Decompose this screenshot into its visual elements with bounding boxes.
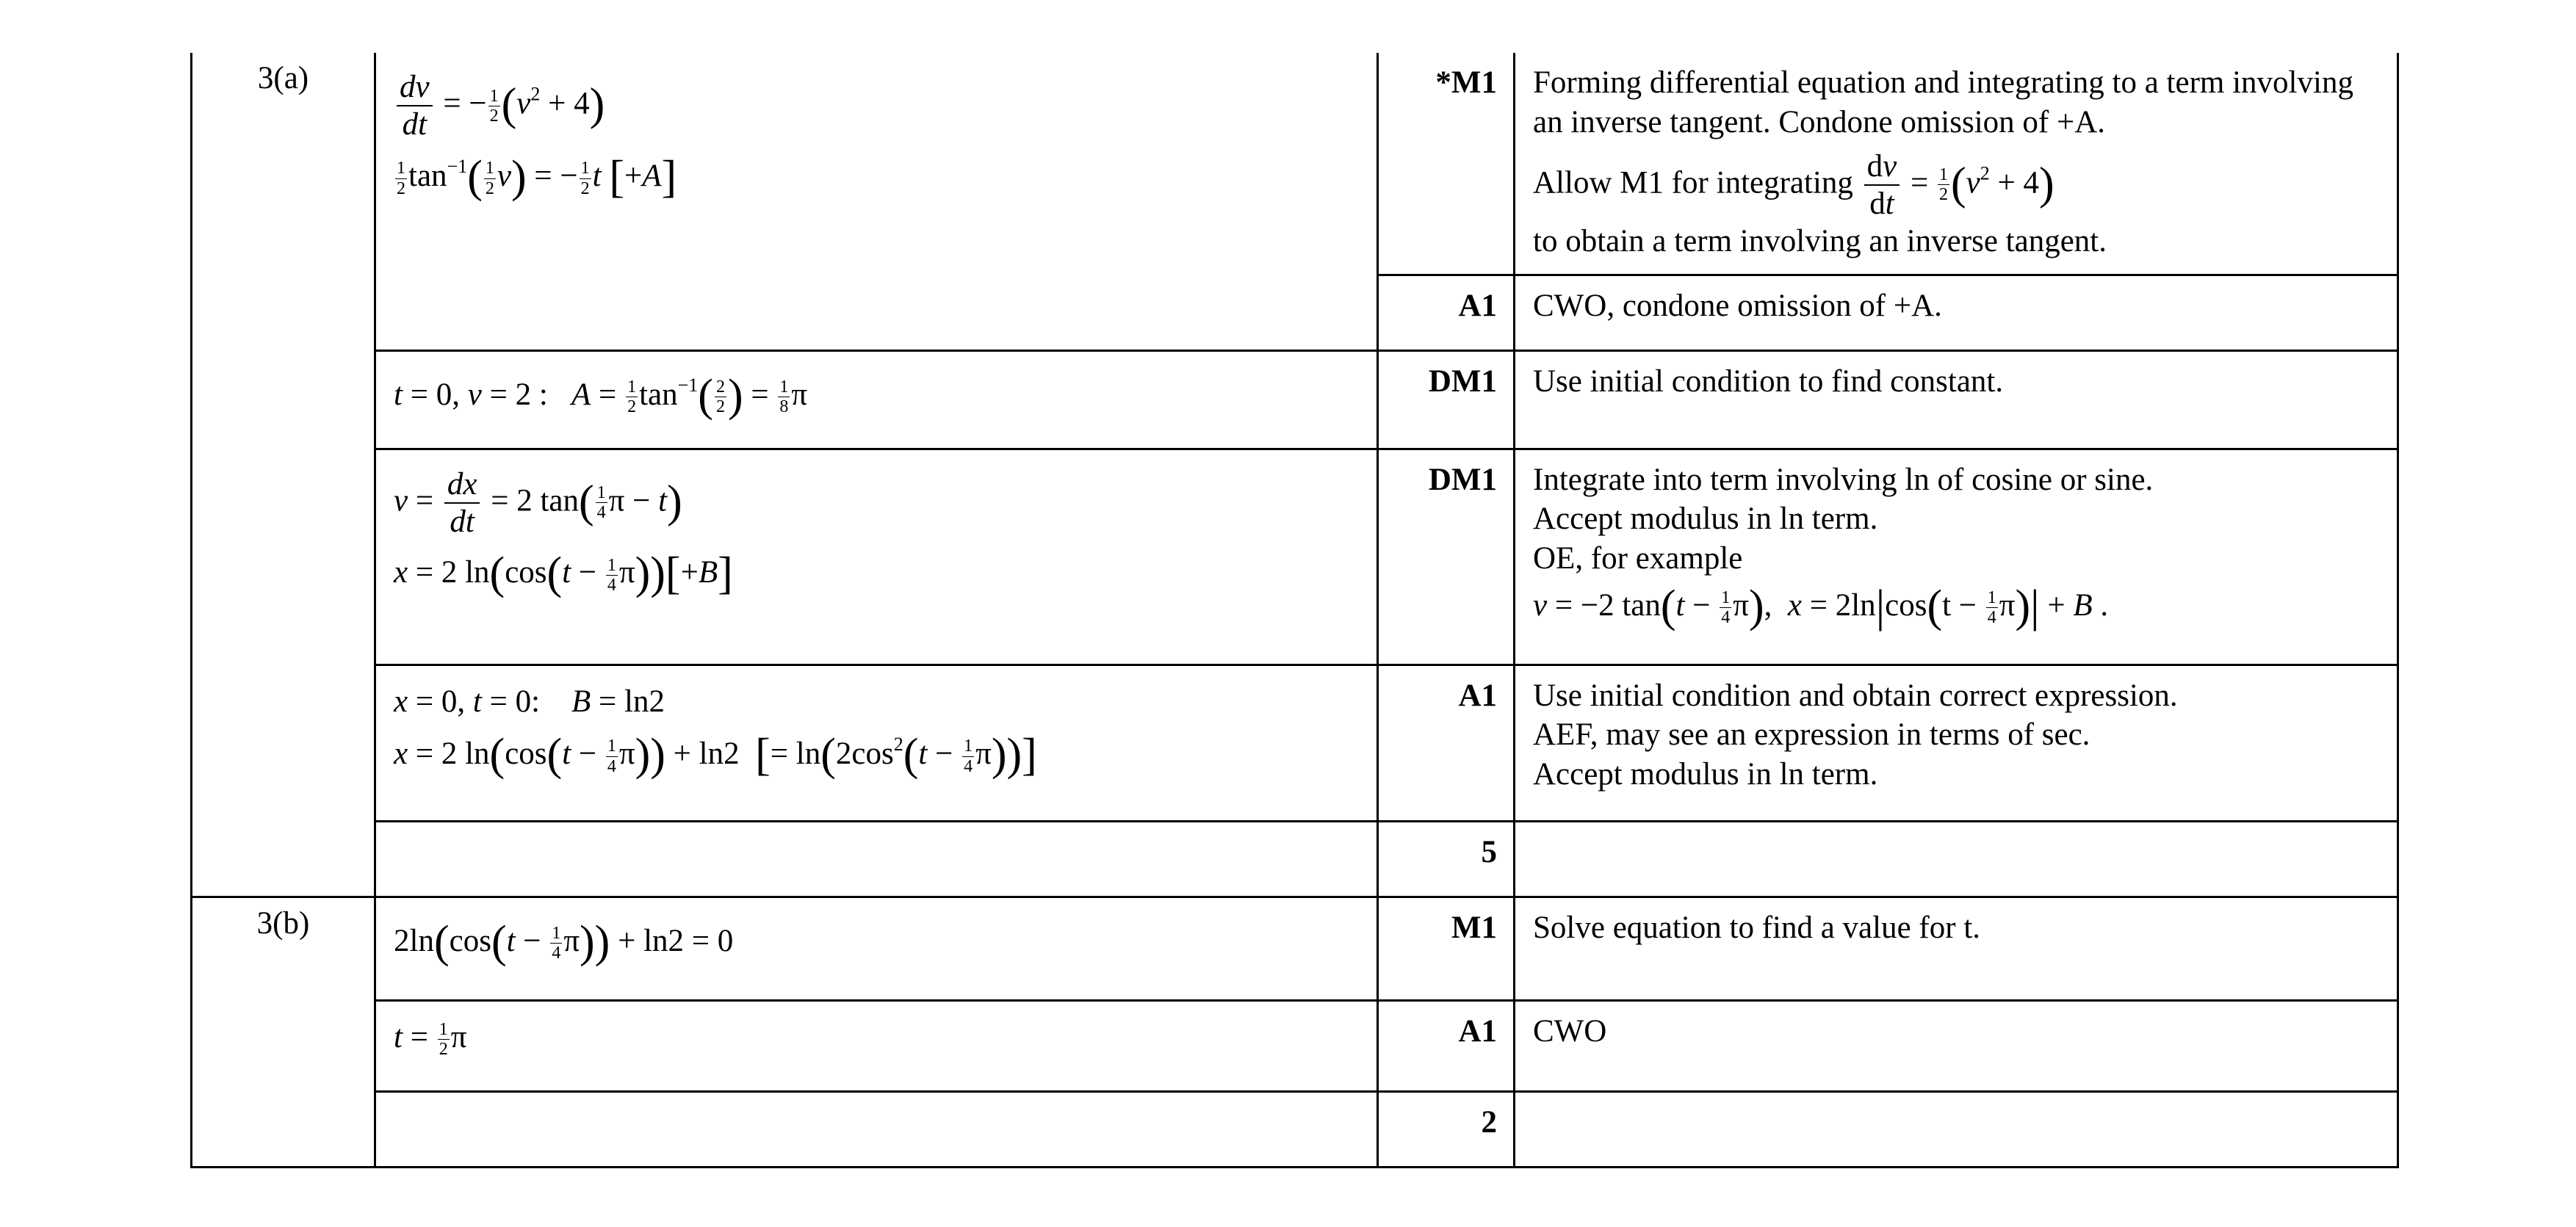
question-number (192, 897, 375, 1167)
answer-cell (375, 53, 1378, 350)
guidance-text: CWO (1533, 1013, 1607, 1049)
answer-cell (375, 897, 1378, 1000)
table-row (192, 665, 2398, 821)
guidance-text: Accept modulus in ln term. (1533, 757, 1878, 792)
mark-label: DM1 (1428, 363, 1497, 399)
answer-cell (375, 821, 1378, 897)
answer-equation: x = 0, t = 0: B = ln2 (394, 684, 665, 719)
guidance-cell (1515, 449, 2398, 665)
table-row (192, 449, 2398, 665)
guidance-cell (1515, 53, 2398, 275)
guidance-cell (1515, 821, 2398, 897)
mark-label: DM1 (1428, 462, 1497, 497)
guidance-cell (1515, 665, 2398, 821)
guidance-cell (1515, 1091, 2398, 1167)
guidance-equation: v = −2 tan(t − $\frac{1}{4}$ π), x = 2ln|cos(t − $\frac{1}{4}$ π)| + B . (1533, 581, 2109, 631)
mark-label: A1 (1458, 678, 1497, 713)
guidance-text: to obtain a term involving an inverse tangent. (1533, 224, 2107, 259)
mark-label: A1 (1458, 288, 1497, 323)
table-row (192, 1091, 2398, 1167)
answer-cell (375, 1000, 1378, 1091)
mark-label: A1 (1458, 1013, 1497, 1049)
guidance-text: Accept modulus in ln term. (1533, 502, 1878, 537)
mark-scheme-table (190, 53, 2399, 1168)
answer-equation: $\frac{1}{2}$ $\tan^{-1}$( $\frac{1}{2}$ v) = − $\frac{1}{2}$ t [+A] (397, 151, 677, 202)
total-mark: 5 (1481, 834, 1497, 869)
guidance-text: Integrate into term involving ln of cosine or sine. (1533, 462, 2154, 497)
answer-equation: t = $\frac{1}{2}$ π (394, 1019, 467, 1060)
guidance-text: CWO, condone omission of +A. (1533, 288, 1942, 323)
mark-cell (1378, 449, 1515, 665)
guidance-cell (1515, 1000, 2398, 1091)
answer-equation: t = 0, v = 2 : A = $\frac{1}{2}$ $\tan^{-1}$( $\frac{2}{2}$ ) = $\frac{1}{8}$ π (394, 370, 808, 421)
table-row (192, 821, 2398, 897)
answer-equation: v = $\frac{dx}{dt}$ = 2 tan( $\frac{1}{4}$ π − t) (394, 466, 682, 539)
mark-cell (1378, 275, 1515, 350)
total-mark-cell (1378, 821, 1515, 897)
question-label: 3(a) (257, 61, 309, 95)
table-row (192, 350, 2398, 449)
guidance-text: Allow M1 for integrating $\frac{dv}{dt}$ = $\frac{1}{2}$ $(v^2 + 4)$ (1533, 148, 2054, 221)
total-mark: 2 (1481, 1104, 1497, 1140)
table-row (192, 897, 2398, 1000)
answer-equation: x = 2 ln(cos(t − $\frac{1}{4}$ π))[+B] (394, 549, 733, 599)
table-row (192, 53, 2398, 275)
mark-label: *M1 (1435, 65, 1497, 100)
guidance-cell (1515, 275, 2398, 350)
answer-cell (375, 350, 1378, 449)
answer-equation: $\frac{dv}{dt}$ = − $\frac{1}{2}$ $(v^2 + 4)$ (394, 69, 1359, 143)
mark-cell (1378, 897, 1515, 1000)
guidance-text: Use initial condition and obtain correct expression. (1533, 678, 2178, 713)
answer-equation: x = 2 ln(cos(t − $\frac{1}{4}$ π)) + ln2 [= $\ln(2\cos^2(t$ − $\frac{1}{4}$ π))] (394, 730, 1037, 781)
mark-cell (1378, 665, 1515, 821)
answer-cell (375, 665, 1378, 821)
answer-equation: 2ln(cos(t − $\frac{1}{4}$ π)) + ln2 = 0 (394, 916, 734, 967)
question-label: 3(b) (256, 905, 310, 941)
mark-cell (1378, 53, 1515, 275)
question-number (192, 53, 375, 897)
total-mark-cell (1378, 1091, 1515, 1167)
answer-cell (375, 1091, 1378, 1167)
guidance-text: Use initial condition to find constant. (1533, 363, 2004, 399)
guidance-text: Solve equation to find a value for t. (1533, 910, 1981, 945)
mark-label: M1 (1451, 910, 1497, 945)
guidance-text: OE, for example (1533, 541, 1743, 576)
mark-cell (1378, 350, 1515, 449)
guidance-text: AEF, may see an expression in terms of sec. (1533, 717, 2090, 753)
guidance-text: Forming differential equation and integrating to a term involving an inverse tangent. Condone omission of +A. (1533, 65, 2353, 140)
mark-cell (1378, 1000, 1515, 1091)
table-row (192, 1000, 2398, 1091)
answer-cell (375, 449, 1378, 665)
guidance-cell (1515, 897, 2398, 1000)
guidance-cell (1515, 350, 2398, 449)
